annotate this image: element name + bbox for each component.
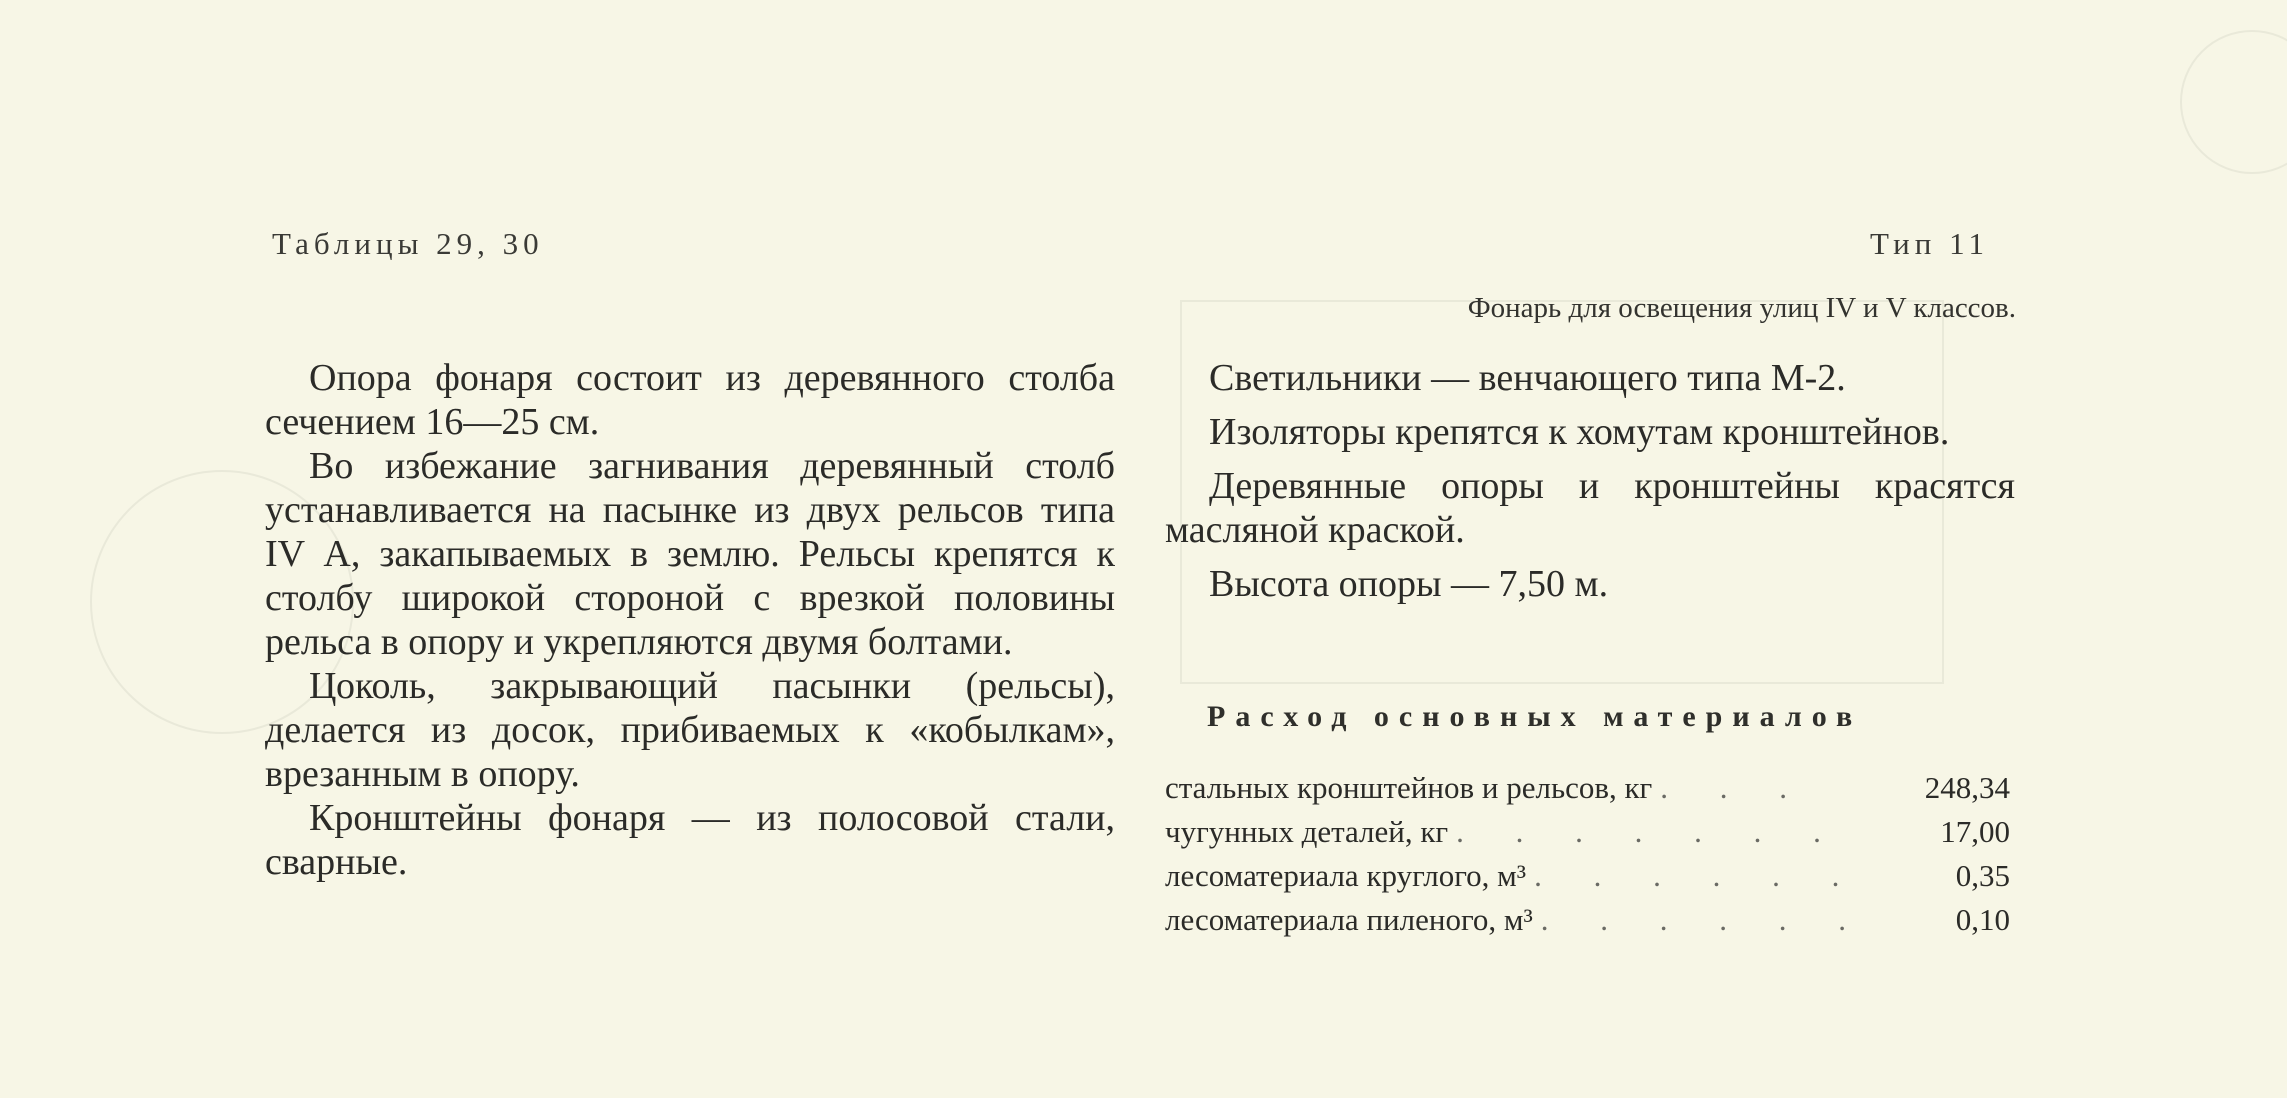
materials-table — [1165, 770, 2010, 946]
paragraph: Светильники — венчающего типа М-2. — [1209, 357, 1846, 399]
material-label: лесоматериала круглого, м³ — [1165, 858, 1527, 893]
paragraph: Опора фонаря состоит из деревянного столба сечением 16—25 см. — [265, 357, 1115, 443]
material-label: стальных кронштейнов и рельсов, кг — [1165, 770, 1653, 805]
leader-dots: . . . . . . — [1540, 902, 1869, 937]
materials-row — [1165, 858, 2010, 902]
leader-dots: . . . — [1660, 770, 1810, 805]
materials-row — [1165, 770, 2010, 814]
bleed-through-circle — [2180, 30, 2287, 174]
material-value: 17,00 — [1940, 814, 2010, 849]
materials-title: Расход основных материалов — [1207, 700, 1863, 733]
material-value: 0,10 — [1955, 902, 2010, 937]
left-text-column — [265, 356, 1115, 884]
material-label: лесоматериала пиленого, м³ — [1165, 902, 1533, 937]
right-text-column — [1165, 356, 2015, 606]
paragraph: Во избежание загнивания деревянный столб устанавливается на пасынке из двух рельсов типа IV А, закапываемых в землю. Рельсы крепятся к столбу широкой стороной с врезкой половины рельса в опору и укрепляются двумя болтами. — [265, 445, 1115, 663]
lamp-subtitle: Фонарь для освещения улиц IV и V классов. — [1467, 292, 2016, 324]
materials-row — [1165, 814, 2010, 858]
leader-dots: . . . . . . . — [1456, 814, 1843, 849]
paragraph: Цоколь, закрывающий пасынки (рельсы), делается из досок, прибиваемых к «кобылкам», врезанным в опору. — [265, 665, 1115, 795]
material-value: 0,35 — [1955, 858, 2010, 893]
material-value: 248,34 — [1924, 770, 2010, 805]
leader-dots: . . . . . . — [1534, 858, 1862, 893]
paragraph: Деревянные опоры и кронштейны красятся масляной краской. — [1165, 465, 2015, 551]
header-right: Тип 11 — [1870, 226, 1989, 261]
paragraph: Высота опоры — 7,50 м. — [1209, 563, 1609, 605]
material-label: чугунных деталей, кг — [1165, 814, 1449, 849]
paragraph: Кронштейны фонаря — из полосовой стали, сварные. — [265, 797, 1115, 883]
header-left: Таблицы 29, 30 — [272, 226, 544, 261]
materials-row — [1165, 902, 2010, 946]
paragraph: Изоляторы крепятся к хомутам кронштейнов. — [1209, 411, 1950, 453]
